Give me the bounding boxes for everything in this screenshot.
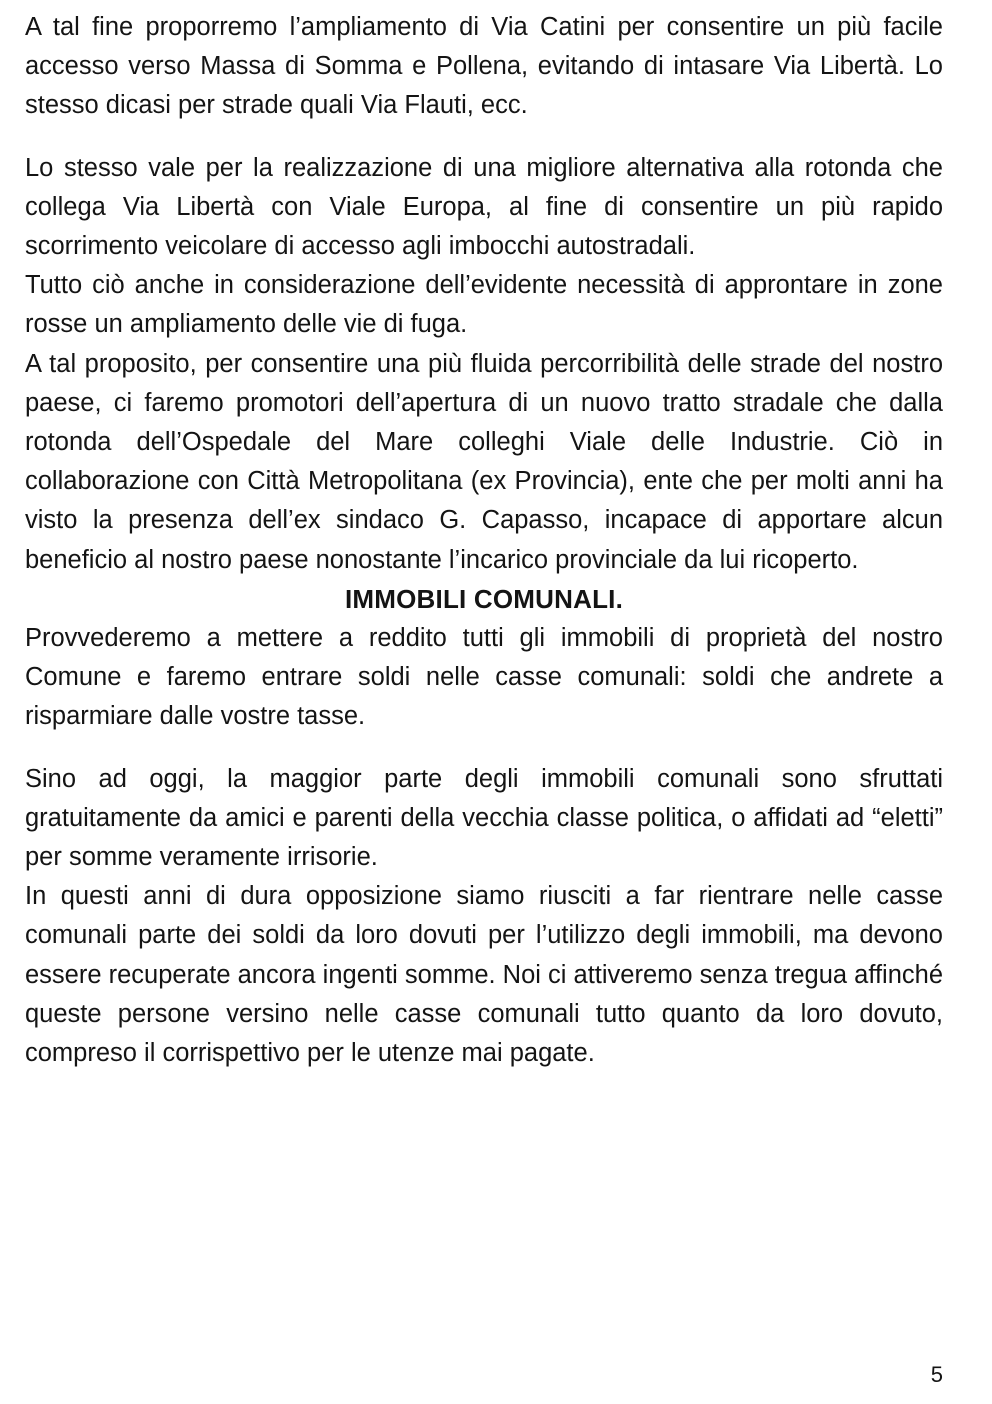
- section-heading: IMMOBILI COMUNALI.: [344, 583, 623, 614]
- paragraph-reddito: Provvederemo a mettere a reddito tutti gli immobili di proprietà del nostro Comune e faremo entrare soldi nelle casse comunali: soldi che andrete a risparmiare dalle vostre tasse.: [25, 624, 943, 731]
- document-page: [25, 8, 943, 1073]
- paragraph-nuovo-tratto: A tal proposito, per consentire una più fluida percorribilità delle strade del nostro paese, ci faremo promotori dell’apertura di un nuovo tratto stradale che dalla rotonda dell’Ospedale del Mare colleghi Viale delle Industrie. Ciò in collaborazione con Città Metropolitana (ex Provincia), ente che per molti anni ha visto la presenza dell’ex sindaco G. Capasso, incapace di apportare alcun beneficio al nostro paese nonostante l’incarico provinciale da lui ricoperto.: [25, 349, 943, 574]
- paragraph-via-catini: A tal fine proporremo l’ampliamento di Via Catini per consentire un più facile accesso verso Massa di Somma e Pollena, evitando di intasare Via Libertà. Lo stesso dicasi per strade quali Via Flauti, ecc.: [25, 13, 943, 120]
- paragraph-rotonda: Lo stesso vale per la realizzazione di una migliore alternativa alla rotonda che collega Via Libertà con Viale Europa, al fine di consentire un più rapido scorrimento veicolare di accesso agli imbocchi autostradali.: [25, 153, 943, 261]
- paragraph-vie-di-fuga: Tutto ciò anche in considerazione dell’evidente necessità di approntare in zone rosse un ampliamento delle vie di fuga.: [25, 271, 943, 339]
- paragraph-opposizione: In questi anni di dura opposizione siamo riusciti a far rientrare nelle casse comunali parte dei soldi da loro dovuti per l’utilizzo degli immobili, ma devono essere recuperate ancora ingenti somme. Noi ci attiveremo senza tregua affinché queste persone versino nelle casse comunali tutto quanto da loro dovuto, compreso il corrispettivo per le utenze mai pagate.: [25, 882, 944, 1068]
- paragraph-sino-ad-oggi: Sino ad oggi, la maggior parte degli immobili comunali sono sfruttati gratuitamente da amici e parenti della vecchia classe politica, o affidati ad “eletti” per somme veramente irrisorie.: [25, 764, 943, 872]
- page-number: 5: [930, 1362, 943, 1387]
